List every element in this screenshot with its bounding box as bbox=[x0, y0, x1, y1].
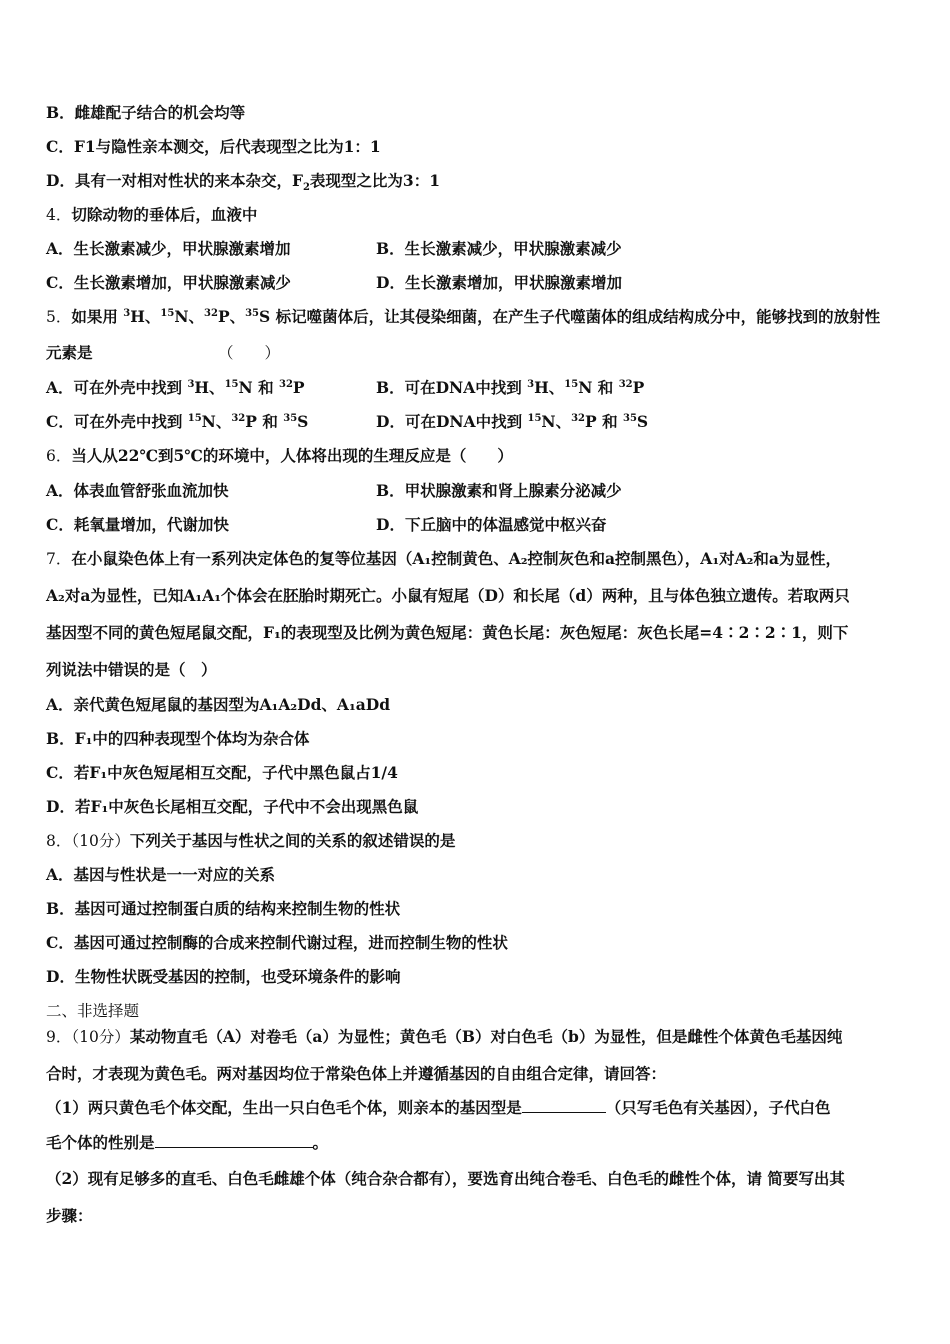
part-text: （1）两只黄色毛个体交配，生出一只白色毛个体，则亲本的基因型是 bbox=[46, 1098, 522, 1117]
q6-option-d: D．下丘脑中的体温感觉中枢兴奋 bbox=[376, 515, 607, 534]
question-text: 某动物直毛（A）对卷毛（a）为显性；黄色毛（B）对白色毛（b）为显性，但是雌性个体黄色毛基因纯 bbox=[129, 1027, 843, 1046]
isotope-mass: 15 bbox=[187, 412, 202, 424]
conjunction: 和 bbox=[597, 378, 614, 397]
q5-option-a: A．可在外壳中找到 bbox=[46, 378, 183, 397]
part-text: 。 bbox=[312, 1133, 329, 1152]
isotope-mass: 3 bbox=[187, 378, 195, 390]
q4-option-a: A．生长激素减少，甲状腺激素增加 bbox=[46, 239, 291, 258]
question-text: 在小鼠染色体上有一系列决定体色的复等位基因（A₁控制黄色、A₂控制灰色和a控制黑色），A₁对A₂和a为显性， bbox=[71, 549, 841, 568]
question-text: 下列关于基因与性状之间的关系的叙述错误的是 bbox=[129, 831, 456, 850]
question-text: 元素是 bbox=[46, 343, 93, 362]
q4-option-d: D．生长激素增加，甲状腺激素增加 bbox=[376, 273, 622, 292]
isotope-mass: 35 bbox=[622, 412, 637, 424]
question-text: 如果用 bbox=[71, 307, 118, 326]
isotope-mass: 15 bbox=[224, 378, 239, 390]
isotope-mass: 35 bbox=[245, 307, 260, 319]
q4-options-row1 bbox=[46, 239, 622, 259]
q6-option-a: A．体表血管舒张血流加快 bbox=[46, 481, 229, 500]
q6-options-row2 bbox=[46, 515, 607, 535]
q9-stem-line1 bbox=[46, 1027, 842, 1047]
q7-option-a: A．亲代黄色短尾鼠的基因型为A₁A₂Dd、A₁aDd bbox=[46, 695, 391, 714]
q8-option-c: C．基因可通过控制酶的合成来控制代谢过程，进而控制生物的性状 bbox=[46, 933, 508, 952]
q3-option-d-sub: 2 bbox=[302, 182, 310, 194]
question-text: 当人从22℃到5℃的环境中，人体将出现的生理反应是（ ） bbox=[71, 446, 513, 465]
q9-stem-line2: 合时，才表现为黄色毛。两对基因均位于常染色体上并遵循基因的自由组合定律，请回答： bbox=[46, 1064, 667, 1083]
q7-option-b: B．F₁中的四种表现型个体均为杂合体 bbox=[46, 729, 310, 748]
isotope-mass: 15 bbox=[160, 307, 175, 319]
q8-option-d: D．生物性状既受基因的控制，也受环境条件的影响 bbox=[46, 967, 401, 986]
q8-option-a: A．基因与性状是一一对应的关系 bbox=[46, 865, 276, 884]
q7-option-c: C．若F₁中灰色短尾相互交配，子代中黑色鼠占1/4 bbox=[46, 763, 398, 782]
q9-part1 bbox=[46, 1098, 831, 1118]
conjunction: 和 bbox=[258, 378, 274, 397]
q7-option-d: D．若F₁中灰色长尾相互交配，子代中不会出现黑色鼠 bbox=[46, 797, 419, 816]
q6-stem bbox=[46, 446, 513, 466]
q5-option-c: C．可在外壳中找到 bbox=[46, 412, 183, 431]
q6-options-row1 bbox=[46, 481, 622, 501]
q5-stem-line2 bbox=[46, 343, 281, 363]
q9-part2: （2）现有足够多的直毛、白色毛雌雄个体（纯合杂合都有），要选育出纯合卷毛、白色毛的雌性个体，请 简要写出其 bbox=[46, 1169, 845, 1188]
answer-paren: （ ） bbox=[218, 344, 281, 362]
q9-part1-line2 bbox=[46, 1133, 328, 1153]
isotope-mass: 3 bbox=[527, 378, 535, 390]
q7-stem-line3: 基因型不同的黄色短尾鼠交配，F₁的表现型及比例为黄色短尾：黄色长尾：灰色短尾：灰色长尾=4∶2∶2∶1，则下 bbox=[46, 623, 849, 642]
q5-options-row2: C．可在外壳中找到 $^{15}$N、$^{32}$P 和 $^{35}$S D．可在DNA中找到 $^{15}$N、$^{32}$P 和 $^{35}$S bbox=[46, 412, 649, 431]
isotope-mass: 32 bbox=[204, 307, 218, 319]
q3-option-b: B．雌雄配子结合的机会均等 bbox=[46, 103, 246, 122]
q5-option-b: B．可在DNA中找到 bbox=[376, 378, 522, 397]
question-number: 4． bbox=[46, 206, 72, 224]
question-number: 6． bbox=[46, 447, 72, 465]
question-text: 标记噬菌体后，让其侵染细菌，在产生子代噬菌体的组成结构成分中，能够找到的放射性 bbox=[275, 307, 881, 326]
isotope-mass: 32 bbox=[618, 378, 633, 390]
section-heading: 二、非选择题 bbox=[46, 1002, 140, 1020]
q7-stem-line2: A₂对a为显性，已知A₁A₁个体会在胚胎时期死亡。小鼠有短尾（D）和长尾（d）两种，且与体色独立遗传。若取两只 bbox=[46, 586, 850, 605]
q6-option-c: C．耗氧量增加，代谢加快 bbox=[46, 515, 229, 534]
question-number: 5． bbox=[46, 308, 72, 326]
conjunction: 和 bbox=[262, 412, 278, 431]
q4-option-b: B．生长激素减少，甲状腺激素减少 bbox=[376, 239, 622, 258]
q3-option-c: C．F1与隐性亲本测交，后代表现型之比为1：1 bbox=[46, 137, 381, 156]
q4-stem bbox=[46, 205, 257, 225]
question-number: 7． bbox=[46, 550, 72, 568]
isotope-mass: 15 bbox=[527, 412, 542, 424]
isotope-mass: 32 bbox=[571, 412, 585, 424]
q3-option-d-suffix: 表现型之比为3：1 bbox=[309, 171, 440, 190]
conjunction: 和 bbox=[602, 412, 618, 431]
question-score: （10分） bbox=[71, 832, 130, 850]
q5-options-row1: A．可在外壳中找到 $^3$H、$^{15}$N 和 $^{32}$P B．可在DNA中找到 $^3$H、$^{15}$N 和 $^{32}$P bbox=[46, 378, 645, 397]
q7-stem-line1 bbox=[46, 549, 841, 569]
isotope-mass: 32 bbox=[231, 412, 246, 424]
part-text: 毛个体的性别是 bbox=[46, 1133, 155, 1152]
q9-part2-line2: 步骤： bbox=[46, 1206, 93, 1225]
q5-option-d: D．可在DNA中找到 bbox=[376, 412, 523, 431]
isotope-mass: 32 bbox=[278, 378, 293, 390]
q8-option-b: B．基因可通过控制蛋白质的结构来控制生物的性状 bbox=[46, 899, 401, 918]
question-score: （10分） bbox=[71, 1028, 130, 1046]
part-text: （只写毛色有关基因），子代白色 bbox=[605, 1098, 831, 1117]
q3-option-d-text: D．具有一对相对性状的来本杂交，F bbox=[46, 171, 303, 190]
answer-blank[interactable] bbox=[155, 1133, 313, 1148]
isotope-mass: 15 bbox=[564, 378, 579, 390]
question-text: 切除动物的垂体后，血液中 bbox=[71, 205, 258, 224]
question-number: 9． bbox=[46, 1028, 72, 1046]
answer-blank[interactable] bbox=[522, 1098, 606, 1113]
q4-options-row2 bbox=[46, 273, 622, 293]
q3-option-d bbox=[46, 171, 440, 194]
isotope-mass: 35 bbox=[283, 412, 298, 424]
question-number: 8． bbox=[46, 832, 72, 850]
q8-stem bbox=[46, 831, 455, 851]
q5-stem: 5．如果用 $^3$H、$^{15}$N、$^{32}$P、$^{35}$S 标记噬菌体后，让其侵染细菌，在产生子代噬菌体的组成结构成分中，能够找到的放射性 bbox=[46, 307, 881, 326]
q4-option-c: C．生长激素增加，甲状腺激素减少 bbox=[46, 273, 291, 292]
q6-option-b: B．甲状腺激素和肾上腺素分泌减少 bbox=[376, 481, 622, 500]
q7-stem-line4: 列说法中错误的是（ ） bbox=[46, 660, 217, 679]
isotope-mass: 3 bbox=[123, 307, 131, 319]
